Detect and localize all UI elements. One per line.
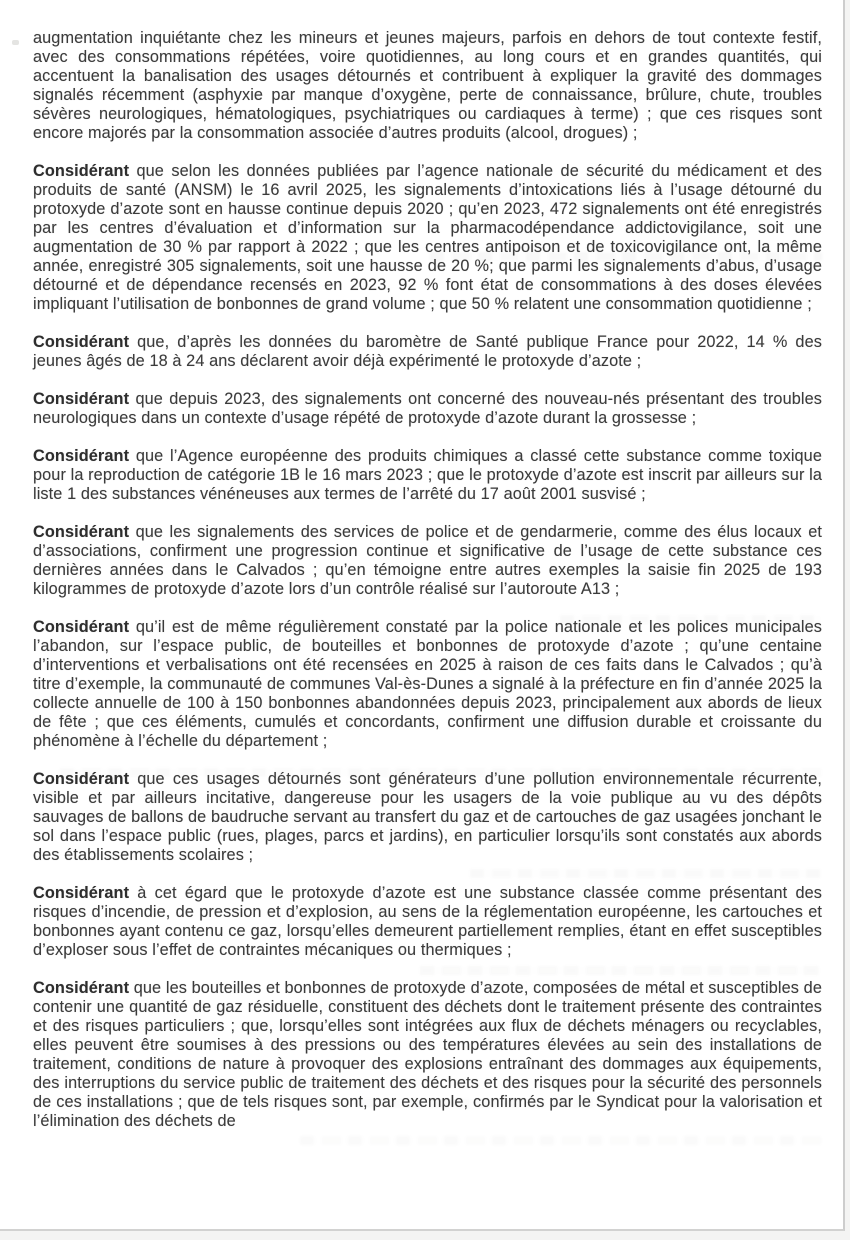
considerant-lead: Considérant [33, 770, 130, 788]
considerant-lead: Considérant [33, 618, 130, 636]
paragraph-text: que depuis 2023, des signalements ont concerné des nouveau-nés présentant des troubles neurologiques dans un contexte d’usage répété de protoxyde d’azote durant la grossesse ; [33, 390, 822, 427]
paragraph-text: que l’Agence européenne des produits chimiques a classé cette substance comme toxique pour la reproduction de catégorie 1B le 16 mars 2023 ; que le protoxyde d’azote est inscrit par ailleurs sur la liste 1 des substances vénéneuses aux termes de l’arrêté du 17 août 2001 susvisé ; [33, 447, 822, 503]
considerant-lead: Considérant [33, 884, 130, 902]
considerant-paragraph-4 [33, 447, 822, 504]
considerant-paragraph-8 [33, 884, 822, 960]
paragraph-text: que ces usages détournés sont générateurs d’une pollution environnementale récurrente, visible et par ailleurs incitative, dangereuse pour les usagers de la voie publique au vu des dépôts sauvages de ballons de baudruche servant au transfert du gaz et de cartouches de gaz usagées jonchant le sol dans l’espace public (rues, plages, parcs et jardins), en particulier lorsqu’ils sont constatés aux abords des établissements scolaires ; [33, 770, 822, 864]
considerant-paragraph-6 [33, 618, 822, 751]
paragraph-text: que selon les données publiées par l’agence nationale de sécurité du médicament et des produits de santé (ANSM) le 16 avril 2025, les signalements d’intoxications liés à l’usage détourné du protoxyde d’azote sont en hausse continue depuis 2020 ; qu’en 2023, 472 signalements ont été enregistrés par les centres d’évaluation et d’information sur la pharmacodépendance addictovigilance, soit une augmentation de 30 % par rapport à 2022 ; que les centres antipoison et de toxicovigilance ont, la même année, enregistré 305 signalements, soit une hausse de 20 %; que parmi les signalements d’abus, d’usage détourné et de dépendance recensés en 2023, 92 % font état de consommations à des doses élevées impliquant l’utilisation de bonbonnes de grand volume ; que 50 % relatent une consommation quotidienne ; [33, 162, 822, 313]
considerant-paragraph-7 [33, 770, 822, 865]
considerant-lead: Considérant [33, 523, 130, 541]
document-text-column [33, 29, 822, 1150]
considerant-paragraph-2 [33, 333, 822, 371]
paragraph-text: que les bouteilles et bonbonnes de protoxyde d’azote, composées de métal et susceptibles de contenir une quantité de gaz résiduelle, constituent des déchets dont le traitement présente des contraintes et des risques particuliers ; que, lorsqu’elles sont intégrées aux flux de déchets ménagers ou recyclables, elles peuvent être soumises à des pressions ou des températures élevées au sein des installations de traitement, conditions de nature à provoquer des explosions entraînant des dommages aux équipements, des interruptions du service public de traitement des déchets et des risques pour la sécurité des personnels de ces installations ; que de tels risques sont, par exemple, confirmés par le Syndicat pour la valorisation et l’élimination des déchets de [33, 979, 822, 1130]
paragraph-text: à cet égard que le protoxyde d’azote est une substance classée comme présentant des risques d’incendie, de pression et d’explosion, au sens de la réglementation européenne, les cartouches et bonbonnes ayant contenu ce gaz, lorsqu’elles demeurent partiellement remplies, étant en effet susceptibles d’exploser sous l’effet de contraintes mécaniques ou thermiques ; [33, 884, 822, 959]
considerant-lead: Considérant [33, 162, 130, 180]
paragraph-text: que, d’après les données du baromètre de Santé publique France pour 2022, 14 % des jeunes âgés de 18 à 24 ans déclarent avoir déjà expérimenté le protoxyde d’azote ; [33, 333, 822, 370]
considerant-paragraph-5 [33, 523, 822, 599]
considerant-paragraph-1 [33, 162, 822, 314]
considerant-lead: Considérant [33, 447, 130, 465]
considerant-lead: Considérant [33, 979, 130, 997]
considerant-lead: Considérant [33, 333, 130, 351]
considerant-paragraph-3 [33, 390, 822, 428]
considerant-paragraph-9 [33, 979, 822, 1131]
considerant-lead: Considérant [33, 390, 130, 408]
scan-speck-artifact [12, 40, 19, 45]
paragraph-text: que les signalements des services de police et de gendarmerie, comme des élus locaux et d’associations, confirment une progression continue et significative de l’usage de cette substance ces dernières années dans le Calvados ; qu’en témoigne entre autres exemples la saisie fin 2025 de 193 kilogrammes de protoxyde d’azote lors d’un contrôle réalisé sur l’autoroute A13 ; [33, 523, 822, 598]
paragraph-continuation [33, 29, 822, 143]
paragraph-text: qu’il est de même régulièrement constaté par la police nationale et les polices municipales l’abandon, sur l’espace public, de bouteilles et bonbonnes de protoxyde d’azote ; qu’une centaine d’interventions et verbalisations ont été recensées en 2025 à raison de ces faits dans le Calvados ; qu’à titre d’exemple, la communauté de communes Val-ès-Dunes a signalé à la préfecture en fin d’année 2025 la collecte annuelle de 100 à 150 bonbonnes abandonnées depuis 2023, principalement aux abords de lieux de fête ; que ces éléments, cumulés et concordants, confirment une diffusion durable et croissante du phénomène à l’échelle du département ; [33, 618, 822, 750]
paragraph-text: augmentation inquiétante chez les mineurs et jeunes majeurs, parfois en dehors de tout contexte festif, avec des consommations répétées, voire quotidiennes, au long cours et en grandes quantités, qui accentuent la banalisation des usages détournés et contribuent à expliquer la gravité des dommages signalés récemment (asphyxie par manque d’oxygène, perte de connaissance, brûlure, chute, troubles sévères neurologiques, hématologiques, psychiatriques ou cardiaques à terme) ; que ces risques sont encore majorés par la consommation associée d’autres produits (alcool, drogues) ; [33, 29, 822, 142]
